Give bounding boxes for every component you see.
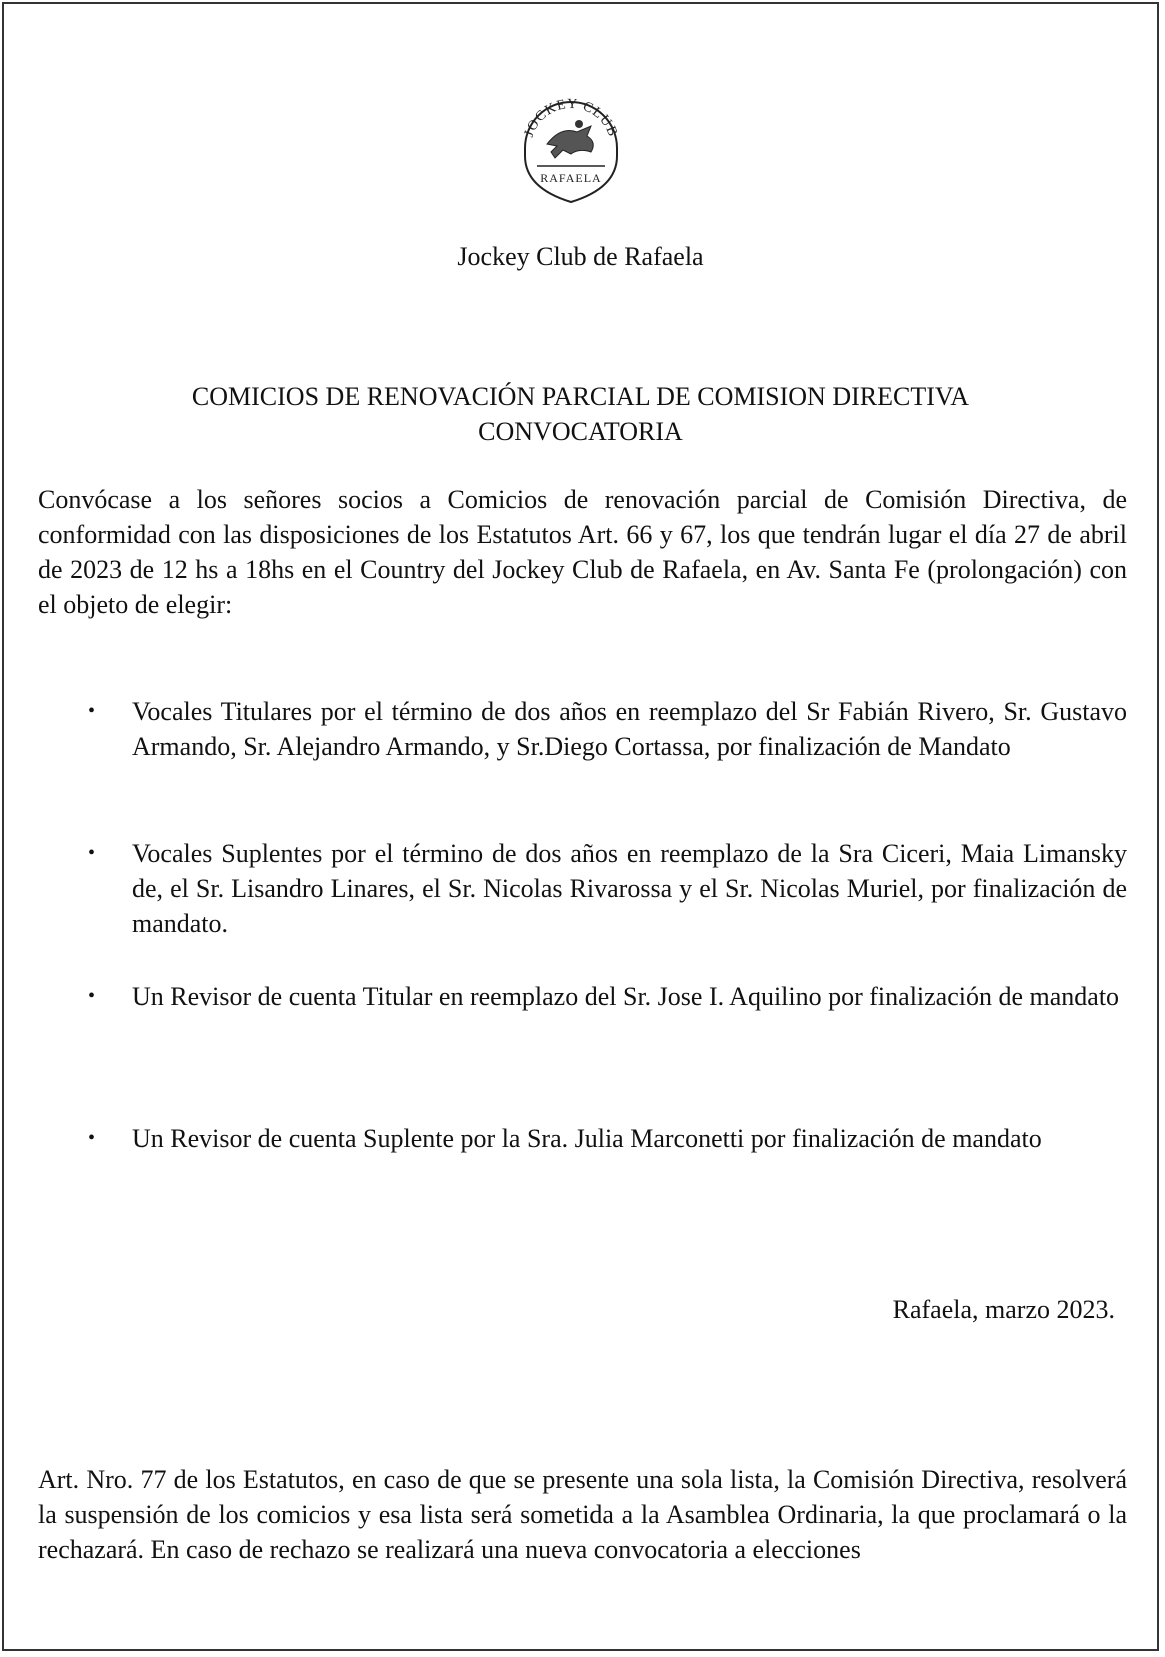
document-page (2, 2, 1159, 1651)
logo-bottom-text: RAFAELA (540, 171, 602, 185)
list-item-text: Vocales Suplentes por el término de dos años en reemplazo de la Sra Ciceri, Maia Limansky de, el Sr. Lisandro Linares, el Sr. Nicolas Rivarossa y el Sr. Nicolas Muriel, por finalización de mandato. (132, 839, 1127, 938)
list-item (88, 979, 1127, 1014)
logo-top-text: JOCKEY CLUB (521, 96, 621, 140)
intro-paragraph: Convócase a los señores socios a Comicios de renovación parcial de Comisión Directiva, de conformidad con las disposiciones de los Estatutos Art. 66 y 67, los que tendrán lugar el día 27 de abril de 2023 de 12 hs a 18hs en el Country del Jockey Club de Rafaela, en Av. Santa Fe (prolongación) con el objeto de elegir: (38, 485, 1127, 619)
club-logo-icon (517, 86, 625, 206)
list-item (88, 694, 1127, 764)
bullet-icon: • (88, 700, 96, 722)
list-item (88, 836, 1127, 941)
bullet-icon: • (88, 842, 96, 864)
document-subtitle: CONVOCATORIA (478, 417, 683, 446)
document-title: COMICIOS DE RENOVACIÓN PARCIAL DE COMISION DIRECTIVA (191, 382, 970, 411)
club-name: Jockey Club de Rafaela (457, 242, 704, 271)
bullet-icon: • (88, 985, 96, 1007)
list-item-text: Un Revisor de cuenta Titular en reemplazo del Sr. Jose I. Aquilino por finalización de mandato (132, 982, 1120, 1011)
bullet-icon: • (88, 1127, 96, 1149)
footer-paragraph: Art. Nro. 77 de los Estatutos, en caso de que se presente una sola lista, la Comisión Directiva, resolverá la suspensión de los comicios y esa lista será sometida a la Asamblea Ordinaria, la que proclamará o la rechazará. En caso de rechazo se realizará una nueva convocatoria a elecciones (38, 1465, 1127, 1564)
list-item-text: Vocales Titulares por el término de dos años en reemplazo del Sr Fabián Rivero, Sr. Gustavo Armando, Sr. Alejandro Armando, y Sr.Diego Cortassa, por finalización de Mandato (132, 697, 1127, 761)
list-item-text: Un Revisor de cuenta Suplente por la Sra. Julia Marconetti por finalización de mandato (132, 1124, 1042, 1153)
list-item (88, 1121, 1127, 1156)
date-line: Rafaela, marzo 2023. (892, 1295, 1115, 1324)
